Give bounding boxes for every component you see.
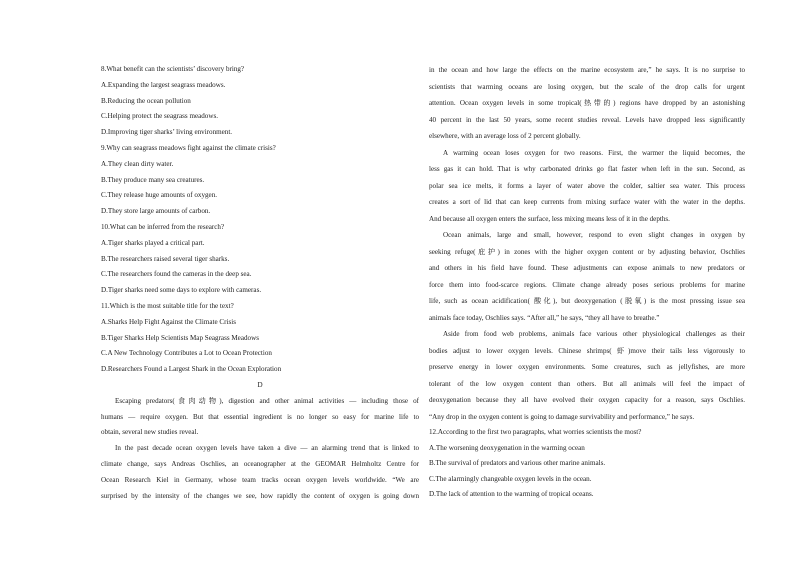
passage-line: In the past decade ocean oxygen levels have taken a dive — an alarming trend that is linked to [115,444,419,453]
option-10d: D.Tiger sharks need some days to explore with cameras. [101,286,262,295]
passage-line: Ocean animals, large and small, however, respond to even slight changes in oxygen by [443,231,745,239]
option-10a: A.Tiger sharks played a critical part. [101,238,205,247]
option-8d: D.Improving tiger sharks’ living environment. [101,128,233,137]
passage-line: bodies adjust to lower oxygen levels. Chinese shrimps( 虾)move their tails less vigorously to [429,346,745,355]
question-10: 10.What can be inferred from the research? [101,222,225,231]
option-10c: C.The researchers found the cameras in the deep sea. [101,270,252,279]
question-block-8-11 [101,62,419,378]
passage-line: climate change, says Andreas Oschlies, an oceanographer at the GEOMAR Helmholtz Centre for [101,459,419,468]
passage-line: obtain, several new studies reveal. [101,428,199,437]
option-9a: A.They clean dirty water. [101,159,174,168]
option-11b: B.Tiger Sharks Help Scientists Map Seagrass Meadows [101,333,259,342]
passage-line: attention. Ocean oxygen levels in some tropical(热带的) regions have dropped by an astonishing [429,99,745,107]
option-12a: A.The worsening deoxygenation in the warming ocean [429,443,585,452]
left-column [101,62,419,504]
passage-line: force them into food-scarce regions. Climate change already poses serious problems for marine [429,280,745,289]
passage-line: less gas it can hold. That is why carbonated drinks go flat faster when left in the sun. Second, as [429,165,745,173]
passage-line: humans — require oxygen. But that essential ingredient is no longer so easy for marine life to [101,412,419,421]
passage-line: life, such as ocean acidification( 酸化), but deoxygenation (脱氧) is the most pressing issue sea [429,297,745,305]
passage-line: A warming ocean loses oxygen for two reasons. First, the warmer the liquid becomes, the [443,148,745,157]
passage-line: elsewhere, with an average loss of 2 percent globally. [429,132,581,140]
option-11a: A.Sharks Help Fight Against the Climate Crisis [101,317,236,326]
option-11c: C.A New Technology Contributes a Lot to Ocean Protection [101,349,272,358]
option-12b: B.The survival of predators and various other marine animals. [429,459,606,468]
right-column [429,62,745,503]
passage-line: “Any drop in the oxygen content is going to damage survivability and performance,” he says. [429,412,695,421]
passage-line: 40 percent in the last 50 years, some recent studies reveal. Levels have dropped less significantly [429,115,745,124]
passage-line: Ocean Research Kiel in Germany, whose team tracks ocean oxygen levels worldwide. “We are [101,475,419,484]
passage-line: seeking refuge(庇护) in zones with the higher oxygen content or by adjusting behavior, Oschlies [429,247,745,256]
question-9: 9.Why can seagrass meadows fight against the climate crisis? [101,143,276,152]
passage-line: deoxygenation because they all have evolved their oxygen capacity for a reason, says Oschlies. [429,396,745,404]
option-9b: B.They produce many sea creatures. [101,175,205,184]
option-8c: C.Helping protect the seagrass meadows. [101,112,219,121]
passage-line: polar sea ice melts, it forms a layer of water above the colder, saltier sea water. This process [429,181,745,190]
question-12: 12.According to the first two paragraphs, what worries scientists the most? [429,428,642,436]
passage-line: surprised by the intensity of the changes we see, how rapidly the content of oxygen is going down [101,491,419,500]
passage-line: animals face today, Oschlies says. “After all,” he says, “they all have to breathe.” [429,313,660,322]
option-11d: D.Researchers Found a Largest Shark in the Ocean Exploration [101,365,282,374]
question-11: 11.Which is the most suitable title for the text? [101,301,234,310]
question-block-12 [429,425,745,503]
option-10b: B.The researchers raised several tiger sharks. [101,254,230,263]
option-12c: C.The alarmingly changeable oxygen levels in the ocean. [429,474,592,483]
passage-paragraph-5 [429,326,745,425]
option-12d: D.The lack of attention to the warming of tropical oceans. [429,490,594,499]
option-8b: B.Reducing the ocean pollution [101,96,191,105]
passage-paragraph-1 [101,394,419,441]
passage-paragraph-3 [429,145,745,228]
question-8: 8.What benefit can the scientists’ discovery bring? [101,65,245,73]
passage-paragraph-2-cont [429,62,745,145]
passage-paragraph-4 [429,227,745,326]
option-8a: A.Expanding the largest seagrass meadows. [101,80,226,89]
passage-line: and others in his field have found. These adjustments can expose animals to new predators or [429,264,745,272]
section-label: D [257,380,263,389]
passage-line: tolerant of the low oxygen content than others. But all animals will feel the impact of [429,379,745,388]
passage-line: And because all oxygen enters the surface, less mixing means less of it in the depths. [429,214,670,223]
passage-paragraph-2 [101,441,419,504]
passage-line: creates a sort of lid that can keep currents from mixing surface water with the water in the depths. [429,198,745,206]
option-9d: D.They store large amounts of carbon. [101,207,211,216]
passage-line: Aside from food web problems, animals face various other physiological challenges as their [443,330,745,338]
passage-line: Escaping predators(食肉动物), digestion and other animal activities — including those of [115,396,419,405]
passage-line: preserve energy in lower oxygen environments. Some creatures, such as jellyfishes, are more [429,363,745,371]
passage-line: scientists that warming oceans are losing oxygen, but the scale of the drop calls for urgent [429,82,745,91]
passage-line: in the ocean and how large the effects on the marine ecosystem are,” he says. It is no surprise to [429,66,745,74]
option-9c: C.They release huge amounts of oxygen. [101,191,218,200]
